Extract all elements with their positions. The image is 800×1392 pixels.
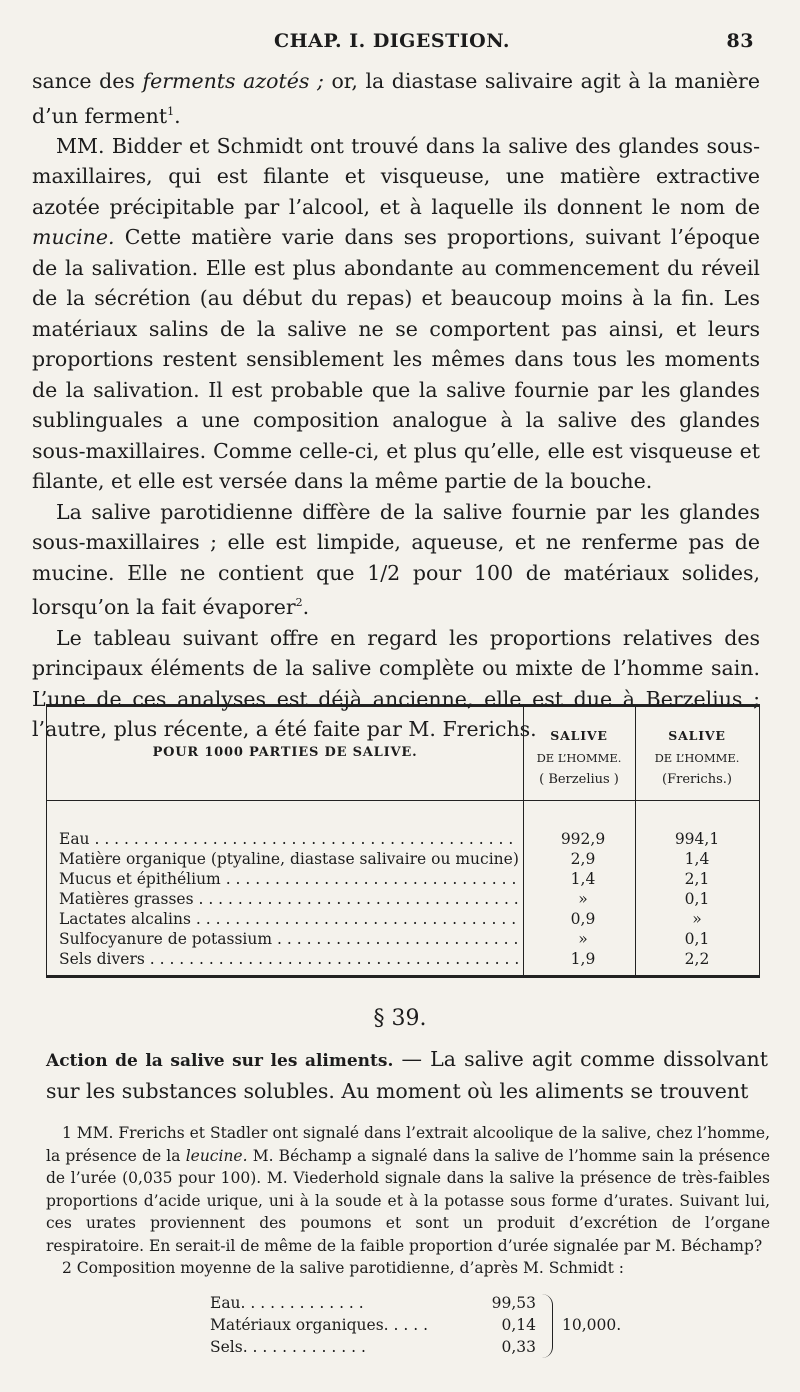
table-header-berzelius (523, 725, 635, 791)
brace (542, 1294, 553, 1358)
comp-value: 0,14 (501, 1316, 536, 1334)
frerichs-value: 994,1 (674, 830, 720, 848)
footnote-ref: 2 (295, 596, 303, 610)
table-row (59, 909, 749, 929)
table-row (59, 849, 749, 869)
row-label: Matières grasses . . . (59, 889, 521, 909)
main-text (32, 66, 760, 745)
frerichs-value: 2,1 (684, 870, 710, 888)
row-label: Eau . . . (59, 829, 521, 849)
text-run: . (174, 103, 181, 128)
text-run: sance des (32, 69, 143, 93)
table-row (59, 829, 749, 849)
footnote-ref: 1 (167, 104, 175, 118)
section-text (46, 1044, 768, 1106)
comp-label: Sels. . . . . . . . . . . . . (210, 1338, 366, 1356)
paragraph (32, 497, 760, 623)
running-header (30, 30, 754, 62)
footnote (46, 1122, 770, 1257)
text-run: M. Béchamp a signalé dans la salive de l’homme sain la présence de l’urée (0,035 pour 100). M. Viederhold signale dans la salive la présence de très-faibles proportions d’acide urique, uni à la soude et à la potasse sous forme d’urates. Suivant lui, ces urates proviennent des poumons et sont un produit d’excrétion de l’organe respiratoire. En serait-il de même de la faible proportion d’urée signalée par M. Béchamp? (46, 1146, 770, 1255)
berzelius-value: » (578, 930, 588, 948)
text-run: Le tableau suivant offre en regard les proportions relatives des principaux éléments de la salive complète ou mixte de l’homme sain. L’une de ces analyses est déjà ancienne, elle est due à Berzelius ; l’autre, plus récente, a été faite par M. Frerichs. (32, 625, 760, 742)
berzelius-value: » (578, 890, 588, 908)
header-rule (47, 800, 759, 801)
italic-text: ferments azotés ; (142, 69, 324, 93)
run-in-heading: Action de la salive sur les aliments. (46, 1051, 394, 1071)
saliva-composition-table (46, 704, 760, 978)
chapter-title: CHAP. I. DIGESTION. (274, 30, 510, 52)
table-row (59, 949, 749, 969)
footnote (46, 1257, 770, 1280)
row-label: Sulfocyanure de potassium . . . (59, 929, 521, 949)
text-run: 2 Composition moyenne de la salive parotidienne, d’après M. Schmidt : (62, 1259, 624, 1277)
row-label: Sels divers . . . (59, 949, 521, 969)
col-heading: SALIVE (550, 728, 608, 743)
col-source: (Frerichs.) (662, 772, 732, 787)
frerichs-value: 2,2 (684, 950, 710, 968)
berzelius-value: 0,9 (570, 910, 596, 928)
page-number: 83 (726, 30, 754, 52)
italic-text: mucine. (32, 225, 115, 250)
comp-value: 99,53 (491, 1294, 536, 1312)
col-subheading: DE L’HOMME. (536, 751, 622, 765)
frerichs-value: » (692, 910, 702, 928)
text-run: MM. Bidder et Schmidt ont trouvé dans la salive des glandes sous-maxillaires, qui est filante et visqueuse, une matière extractive azotée précipitable par l’alcool, et à laquelle ils donnent le nom de (32, 133, 760, 219)
text-run: Cette matière varie dans ses proportions, suivant l’époque de la salivation. Elle est plus abondante au commencement du réveil de la sécrétion (au début du repas) et beaucoup moins à la fin. Les matériaux salins de la salive ne se comportent pas ainsi, et leurs proportions restent sensiblement les mêmes dans tous les moments de la salivation. Il est probable que la salive fournie par les glandes sublinguales a une composition analogue à la salive des glandes sous-maxillaires. Comme celle-ci, et plus qu’elle, elle est visqueuse et filante, et elle est versée dans la même partie de la bouche. (32, 225, 760, 494)
col-heading: SALIVE (668, 728, 726, 743)
row-label: Matière organique (ptyaline, diastase salivaire ou mucine) . . . (59, 849, 521, 869)
frerichs-value: 0,1 (684, 890, 710, 908)
paragraph (32, 131, 760, 497)
row-label: Lactates alcalins . . . (59, 909, 521, 929)
col-source: ( Berzelius ) (539, 772, 619, 787)
comp-value: 0,33 (501, 1338, 536, 1356)
comp-label: Matériaux organiques. . . . . (210, 1316, 428, 1334)
berzelius-value: 2,9 (570, 850, 596, 868)
comp-label: Eau. . . . . . . . . . . . . (210, 1294, 364, 1312)
comp-total: 10,000. (562, 1316, 622, 1334)
berzelius-value: 1,4 (570, 870, 596, 888)
frerichs-value: 0,1 (684, 930, 710, 948)
table-header-main: POUR 1000 PARTIES DE SALIVE. (152, 745, 418, 760)
col-subheading: DE L’HOMME. (654, 751, 740, 765)
italic-text: leucine. (185, 1146, 248, 1165)
paragraph (32, 66, 760, 131)
parotid-composition (210, 1292, 650, 1358)
text-run: or, la diastase salivaire agit à la manière d’un ferment (32, 69, 760, 128)
text-run: 1 MM. Frerichs et Stadler ont signalé dans l’extrait alcoolique de la salive, chez l’homme, la présence de la (46, 1124, 770, 1165)
row-label: Mucus et épithélium . . . (59, 869, 521, 889)
table-row (59, 929, 749, 949)
table-header-frerichs (635, 725, 759, 791)
section-text-body: — La salive agit comme dissolvant sur les substances solubles. Au moment où les aliments se trouvent (46, 1047, 768, 1103)
section-number: § 39. (373, 1006, 427, 1031)
footnotes (46, 1122, 770, 1280)
frerichs-value: 1,4 (684, 850, 710, 868)
text-run: La salive parotidienne diffère de la salive fournie par les glandes sous-maxillaires ; elle est limpide, aqueuse, et ne renferme pas de mucine. Elle ne contient que 1/2 pour 100 de matériaux solides, lorsqu’on la fait évaporer (32, 499, 760, 620)
text-run: . (302, 595, 310, 620)
table-row (59, 869, 749, 889)
table-row (59, 889, 749, 909)
berzelius-value: 1,9 (570, 950, 596, 968)
berzelius-value: 992,9 (560, 830, 606, 848)
